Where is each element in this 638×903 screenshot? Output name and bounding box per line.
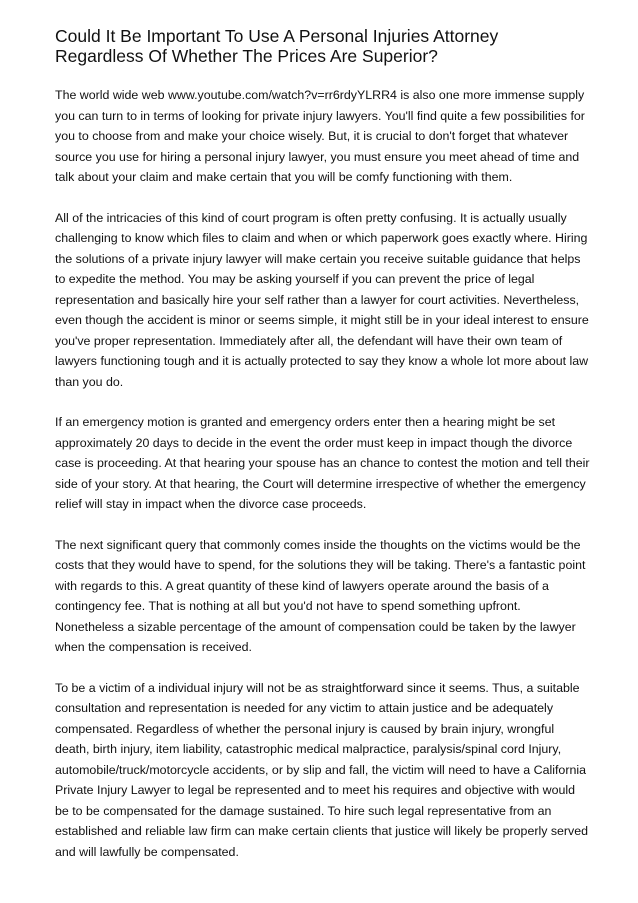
article-title: Could It Be Important To Use A Personal Injuries Attorney Regardless Of Whether The Prices Are Superior? [55, 26, 499, 66]
paragraph-1: The world wide web www.youtube.com/watch?v=rr6rdyYLRR4 is also one more immense supply you can turn to in terms of looking for private injury lawyers. You'll find quite a few possibilities for you to choose from and make your choice wisely. But, it is crucial to don't forget that whatever source you use for hiring a personal injury lawyer, you must ensure you meet ahead of time and talk about your claim and make certain that you will be comfy functioning with them. [55, 88, 585, 184]
paragraph-3: If an emergency motion is granted and emergency orders enter then a hearing might be set approximately 20 days to decide in the event the order must keep in impact though the divorce case is proceeding. At that hearing your spouse has an chance to contest the motion and tell their side of your story. At that hearing, the Court will determine irrespective of whether the emergency relief will stay in impact when the divorce case proceeds. [55, 415, 590, 511]
paragraph-4: The next significant query that commonly comes inside the thoughts on the victims would be the costs that they would have to spend, for the solutions they will be taking. There's a fantastic point with regards to this. A great quantity of these kind of lawyers operate around the basis of a contingency fee. That is nothing at all but you'd not have to spend something upfront. Nonetheless a sizable percentage of the amount of compensation could be taken by the lawyer when the compensation is received. [55, 537, 586, 654]
document-page [55, 26, 590, 882]
paragraph-5: To be a victim of a individual injury will not be as straightforward since it seems. Thus, a suitable consultation and representation is needed for any victim to attain justice and be adequately compensated. Regardless of whether the personal injury is caused by brain injury, wrongful death, birth injury, item liability, catastrophic medical malpractice, paralysis/spinal cord Injury, automobile/truck/motorcycle accidents, or by slip and fall, the victim will need to have a California Private Injury Lawyer to legal be represented and to meet his requires and objective with would be to be compensated for the damage sustained. To hire such legal representative from an established and reliable law firm can make certain clients that justice will likely be properly served and will lawfully be compensated. [55, 680, 589, 859]
paragraph-2: All of the intricacies of this kind of court program is often pretty confusing. It is actually usually challenging to know which files to claim and when or which paperwork goes exactly where. Hiring the solutions of a private injury lawyer will make certain you receive suitable guidance that helps to expedite the method. You may be asking yourself if you can prevent the price of legal representation and basically hire your self rather than a lawyer for court activities. Nevertheless, even though the accident is minor or seems simple, it might still be in your ideal interest to ensure you've proper representation. Immediately after all, the defendant will have their own team of lawyers functioning tough and it is actually protected to say they know a whole lot more about law than you do. [55, 210, 589, 389]
